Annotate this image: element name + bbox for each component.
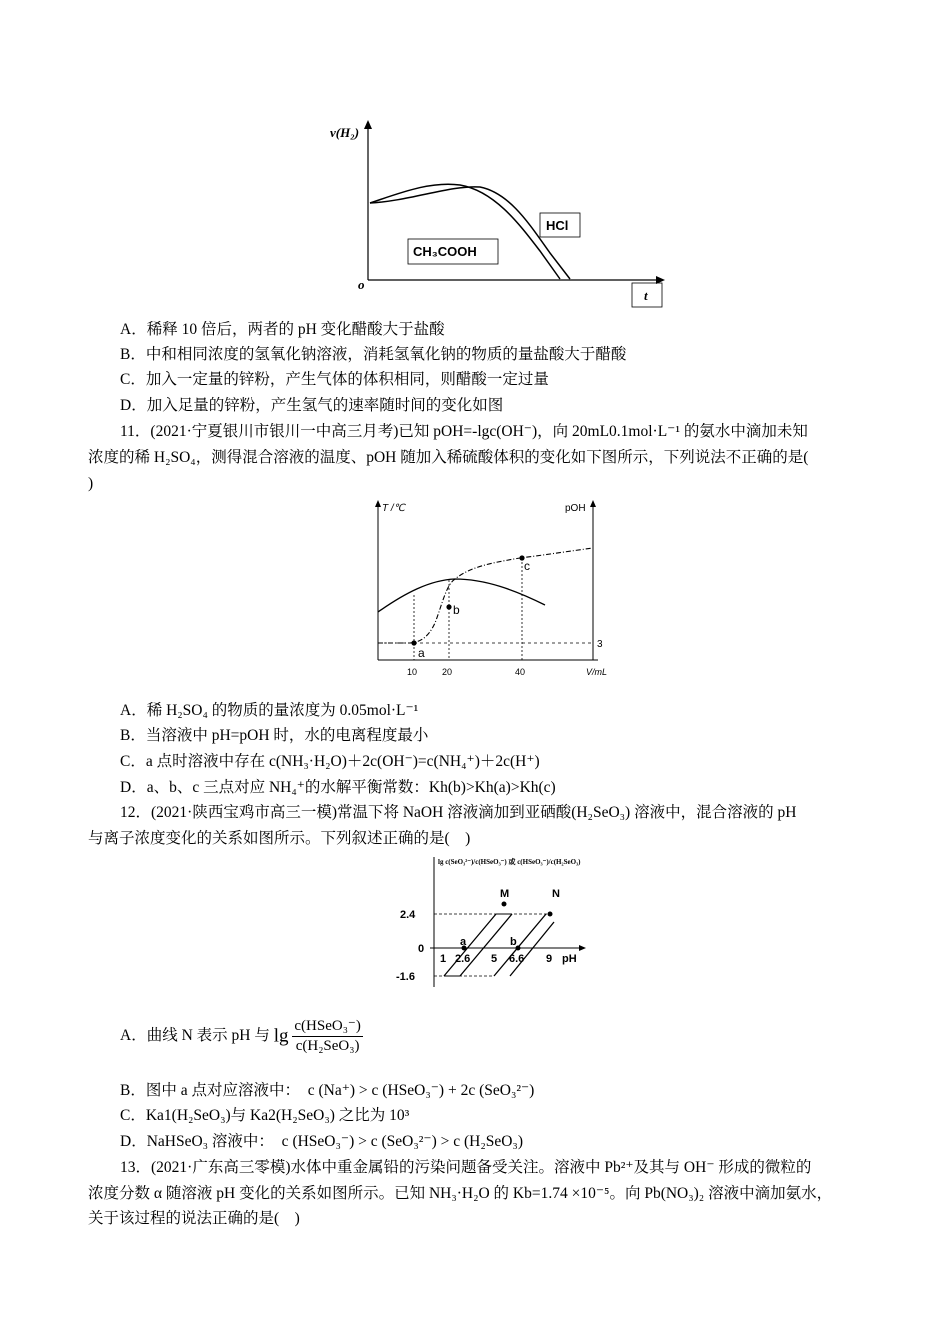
x-tick-40: 40 [515, 667, 526, 677]
figure-rate-curves [320, 115, 670, 310]
fraction-denominator: c(H₂SeO₃) [295, 1037, 360, 1054]
x-axis-ph-label: pH [562, 953, 577, 965]
q11-option-b: B．当溶液中 pH=pOH 时，水的电离程度最小 [120, 727, 429, 744]
y-tick-2-4: 2.4 [400, 909, 416, 921]
lg-ratio-label: lg c(SeO₃²⁻)/c(HSeO₃⁻) 或 c(HSeO₃⁻)/c(H₂SeO₃) [438, 858, 581, 866]
fraction-numerator: c(HSeO₃⁻) [292, 1017, 362, 1037]
x-tick-2-6: 2.6 [455, 953, 471, 965]
y-tick-0: 0 [418, 943, 425, 955]
q10-option-b: B．中和相同浓度的氢氧化钠溶液，消耗氢氧化钠的物质的量盐酸大于醋酸 [120, 346, 627, 363]
q12-option-d: D．NaHSeO₃ 溶液中： c (HSeO₃⁻) > c (SeO₃²⁻) > c (H₂SeO₃) [120, 1133, 523, 1150]
point-a-label: a [460, 936, 467, 948]
point-b-label: b [453, 603, 460, 617]
q12-option-a-fraction [292, 1017, 362, 1056]
point-c-label: c [524, 559, 530, 573]
point-a-label: a [418, 646, 425, 660]
x-tick-6-6: 6.6 [509, 953, 525, 965]
x-tick-10: 10 [407, 667, 418, 677]
x-tick-20: 20 [442, 667, 453, 677]
x-axis-label: t [644, 288, 648, 303]
origin-label: o [358, 277, 365, 292]
q12-option-a-lg: lg [273, 1025, 289, 1047]
q12-option-a-prefix: A．曲线 N 表示 pH 与 [120, 1027, 270, 1044]
q10-option-a: A．稀释 10 倍后，两者的 pH 变化醋酸大于盐酸 [120, 321, 445, 338]
q12-stem-line1: 12．(2021·陕西宝鸡市高三一模)常温下将 NaOH 溶液滴加到亚硒酸(H₂SeO₃) 溶液中，混合溶液的 pH [120, 804, 797, 821]
curve-n-label: N [552, 888, 560, 900]
hcl-label: HCl [546, 218, 569, 233]
q12-option-c: C．Ka1(H₂SeO₃)与 Ka2(H₂SeO₃) 之比为 10³ [120, 1107, 410, 1124]
q11-stem-line2: 浓度的稀 H₂SO₄，测得混合溶液的温度、pOH 随加入稀硫酸体积的变化如下图所示，下列说法不正确的是( [88, 449, 809, 466]
q11-stem-line3: ) [88, 475, 94, 492]
q13-stem-line1: 13．(2021·广东高三零模)水体中重金属铅的污染问题备受关注。溶液中 Pb²⁺及其与 OH⁻ 形成的微粒的 [120, 1159, 812, 1176]
v-axis-label: V/mL [586, 667, 608, 677]
q12-option-a [120, 1008, 363, 1064]
t-axis-label: T /℃ [382, 503, 405, 514]
x-tick-5: 5 [491, 953, 498, 965]
x-tick-9: 9 [546, 953, 553, 965]
curve-ch3cooh [370, 184, 560, 279]
ch3cooh-label: CH₃COOH [413, 244, 477, 259]
poh-tick-3: 3 [597, 639, 603, 650]
poh-axis-label: pOH [565, 503, 586, 514]
figure-lg-ratio-ph [392, 852, 592, 997]
q11-option-c: C．a 点时溶液中存在 c(NH₃·H₂O)＋2c(OH⁻)=c(NH₄⁺)＋2c(H⁺) [120, 753, 540, 770]
y-tick-neg-1-6: -1.6 [396, 971, 415, 983]
q13-stem-line3: 关于该过程的说法正确的是( ) [88, 1210, 300, 1227]
x-tick-1: 1 [440, 953, 447, 965]
q12-option-b: B．图中 a 点对应溶液中： c (Na⁺) > c (HSeO₃⁻) + 2c (SeO₃²⁻) [120, 1082, 535, 1099]
q10-option-c: C．加入一定量的锌粉，产生气体的体积相同，则醋酸一定过量 [120, 371, 549, 388]
curve-m-label: M [500, 888, 510, 900]
q12-stem-line2: 与离子浓度变化的关系如图所示。下列叙述正确的是( ) [88, 830, 471, 847]
q11-option-a: A．稀 H₂SO₄ 的物质的量浓度为 0.05mol·L⁻¹ [120, 702, 419, 719]
point-b-label: b [510, 936, 517, 948]
q10-option-d: D．加入足量的锌粉，产生氢气的速率随时间的变化如图 [120, 397, 504, 414]
figure-temperature-poh [360, 495, 620, 685]
y-axis-label: v(H₂) [330, 125, 360, 140]
q11-stem-line1: 11．(2021·宁夏银川市银川一中高三月考)已知 pOH=-lgc(OH⁻)，向 20mL0.1mol·L⁻¹ 的氨水中滴加未知 [120, 423, 808, 440]
q11-option-d: D．a、b、c 三点对应 NH₄⁺的水解平衡常数：Kh(b)>Kh(a)>Kh(c) [120, 779, 556, 796]
q13-stem-line2: 浓度分数 α 随溶液 pH 变化的关系如图所示。已知 NH₃·H₂O 的 Kb=1.74 ×10⁻⁵。向 Pb(NO₃)₂ 溶液中滴加氨水， [88, 1185, 833, 1202]
